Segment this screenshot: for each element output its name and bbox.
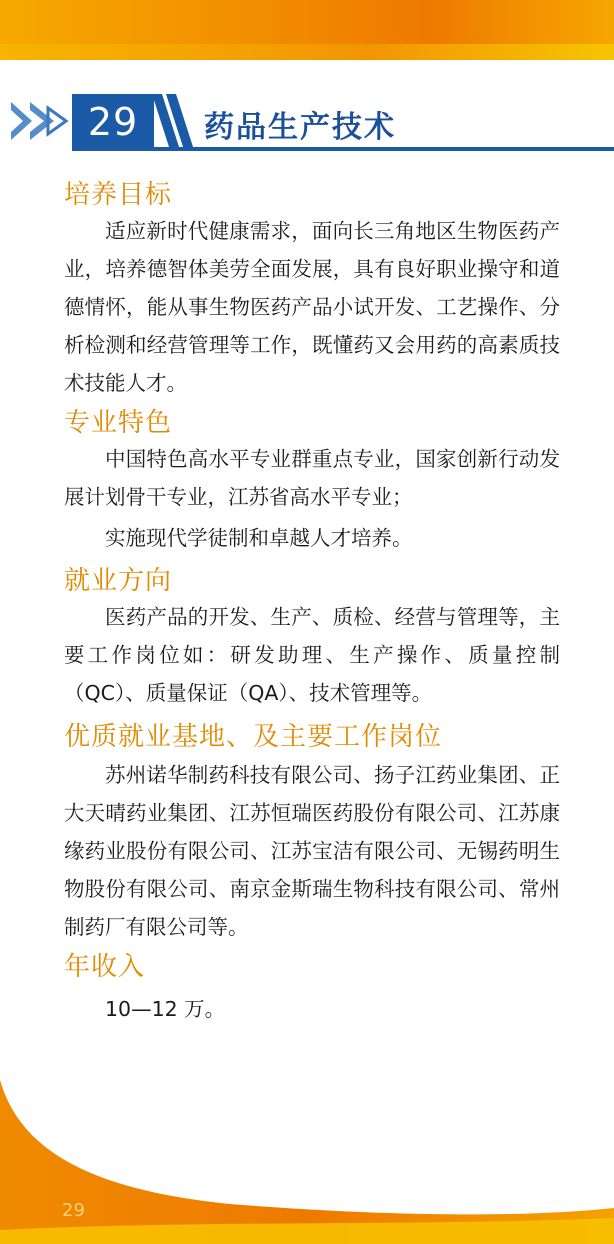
page-title: 药品生产技术 [204, 110, 396, 145]
section-heading-bases: 优质就业基地、及主要工作岗位 [64, 722, 443, 752]
section-body-bases: 苏州诺华制药科技有限公司、扬子江药业集团、正大天晴药业集团、江苏恒瑞医药股份有限公司、江苏康缘药业股份有限公司、江苏宝洁有限公司、无锡药明生物股份有限公司、南京金斯瑞生物科技有限公司、常州制药厂有限公司等。 [64, 763, 560, 939]
title-underline [72, 147, 614, 151]
section-body-goals: 适应新时代健康需求，面向长三角地区生物医药产业，培养德智体美劳全面发展，具有良好职业操守和道德情怀，能从事生物医药产品小试开发、工艺操作、分析检测和经营管理等工作，既懂药又会用药的高素质技术技能人才。 [64, 219, 560, 395]
page-number: 29 [62, 1200, 85, 1221]
chapter-number: 29 [72, 94, 154, 150]
double-chevron-icon [8, 98, 70, 144]
section-body-employment: 医药产品的开发、生产、质检、经营与管理等，主要工作岗位如：研发助理、生产操作、质量控制（QC）、质量保证（QA）、技术管理等。 [64, 605, 560, 705]
slash-decoration [150, 94, 196, 150]
section-heading-features: 专业特色 [64, 408, 173, 438]
section-body-features: 中国特色高水平专业群重点专业，国家创新行动发展计划骨干专业，江苏省高水平专业； [64, 447, 560, 509]
section-heading-goals: 培养目标 [64, 180, 173, 210]
section-heading-employment: 就业方向 [64, 566, 173, 596]
section-body-features-2: 实施现代学徒制和卓越人才培养。 [105, 526, 413, 550]
section-heading-income: 年收入 [64, 952, 146, 982]
section-body-income: 10—12 万。 [105, 997, 226, 1021]
bottom-swoosh-decoration [0, 1080, 614, 1244]
top-color-band [0, 0, 614, 60]
